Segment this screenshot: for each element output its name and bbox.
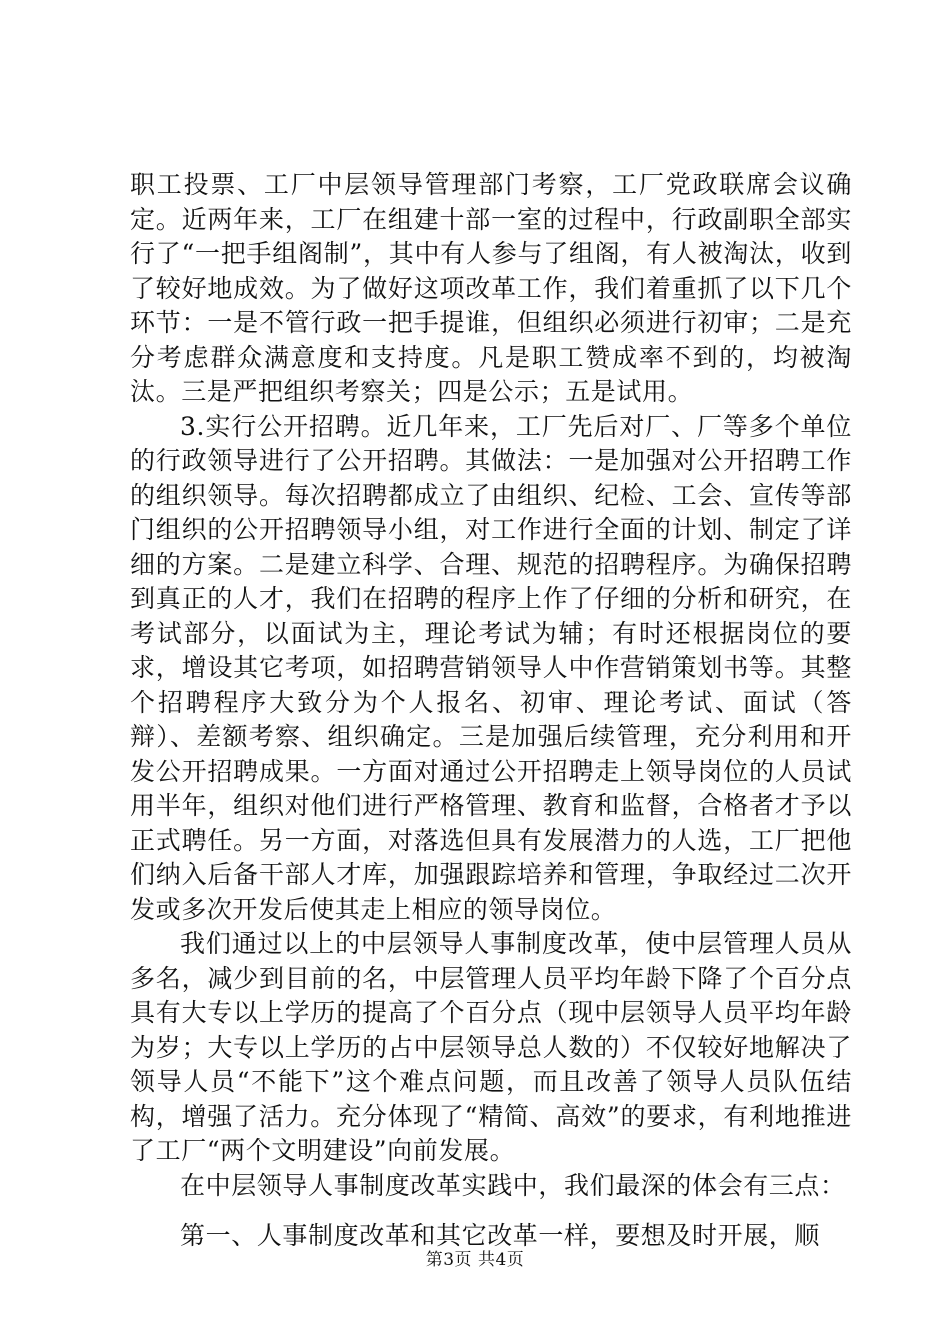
paragraph-open-recruitment: 3.实行公开招聘。近几年来，工厂先后对厂、厂等多个单位的行政领导进行了公开招聘。其做法：一是加强对公开招聘工作的组织领导。每次招聘都成立了由组织、纪检、工会、宣传等部门组织的公开招聘领导小组，对工作进行全面的计划、制定了详细的方案。二是建立科学、合理、规范的招聘程序。为确保招聘到真正的人才，我们在招聘的程序上作了仔细的分析和研究，在考试部分，以面试为主，理论考试为辅；有时还根据岗位的要求，增设其它考项，如招聘营销领导人中作营销策划书等。其整个招聘程序大致分为个人报名、初审、理论考试、面试（答辩）、差额考察、组织确定。三是加强后续管理，充分利用和开发公开招聘成果。一方面对通过公开招聘走上领导岗位的人员试用半年，组织对他们进行严格管理、教育和监督，合格者才予以正式聘任。另一方面，对落选但具有发展潜力的人选，工厂把他们纳入后备干部人才库，加强跟踪培养和管理，争取经过二次开发或多次开发后使其走上相应的领导岗位。 bbox=[130, 411, 852, 924]
page-number-footer: 第3页 共4页 bbox=[425, 1250, 525, 1270]
paragraph-experience-intro: 在中层领导人事制度改革实践中，我们最深的体会有三点： bbox=[180, 1170, 846, 1200]
paragraph-reform-results: 我们通过以上的中层领导人事制度改革，使中层管理人员从多名，减少到目前的名，中层管理人员平均年龄下降了个百分点具有大专以上学历的提高了个百分点（现中层领导人员平均年龄为岁；大专以上学历的占中层领导总人数的）不仅较好地解决了领导人员“不能下”这个难点问题，而且改善了领导人员队伍结构，增强了活力。充分体现了“精简、高效”的要求，有利地推进了工厂“两个文明建设”向前发展。 bbox=[130, 929, 852, 1165]
paragraph-continuation: 职工投票、工厂中层领导管理部门考察，工厂党政联席会议确定。近两年来，工厂在组建十部一室的过程中，行政副职全部实行了“一把手组阁制”，其中有人参与了组阁，有人被淘汰，收到了较好地成效。为了做好这项改革工作，我们着重抓了以下几个环节：一是不管行政一把手提谁，但组织必须进行初审；二是充分考虑群众满意度和支持度。凡是职工赞成率不到的，均被淘汰。三是严把组织考察关；四是公示；五是试用。 bbox=[130, 170, 852, 406]
document-body bbox=[130, 168, 852, 1254]
paragraph-first-point: 第一、人事制度改革和其它改革一样，要想及时开展，顺 bbox=[180, 1221, 821, 1250]
